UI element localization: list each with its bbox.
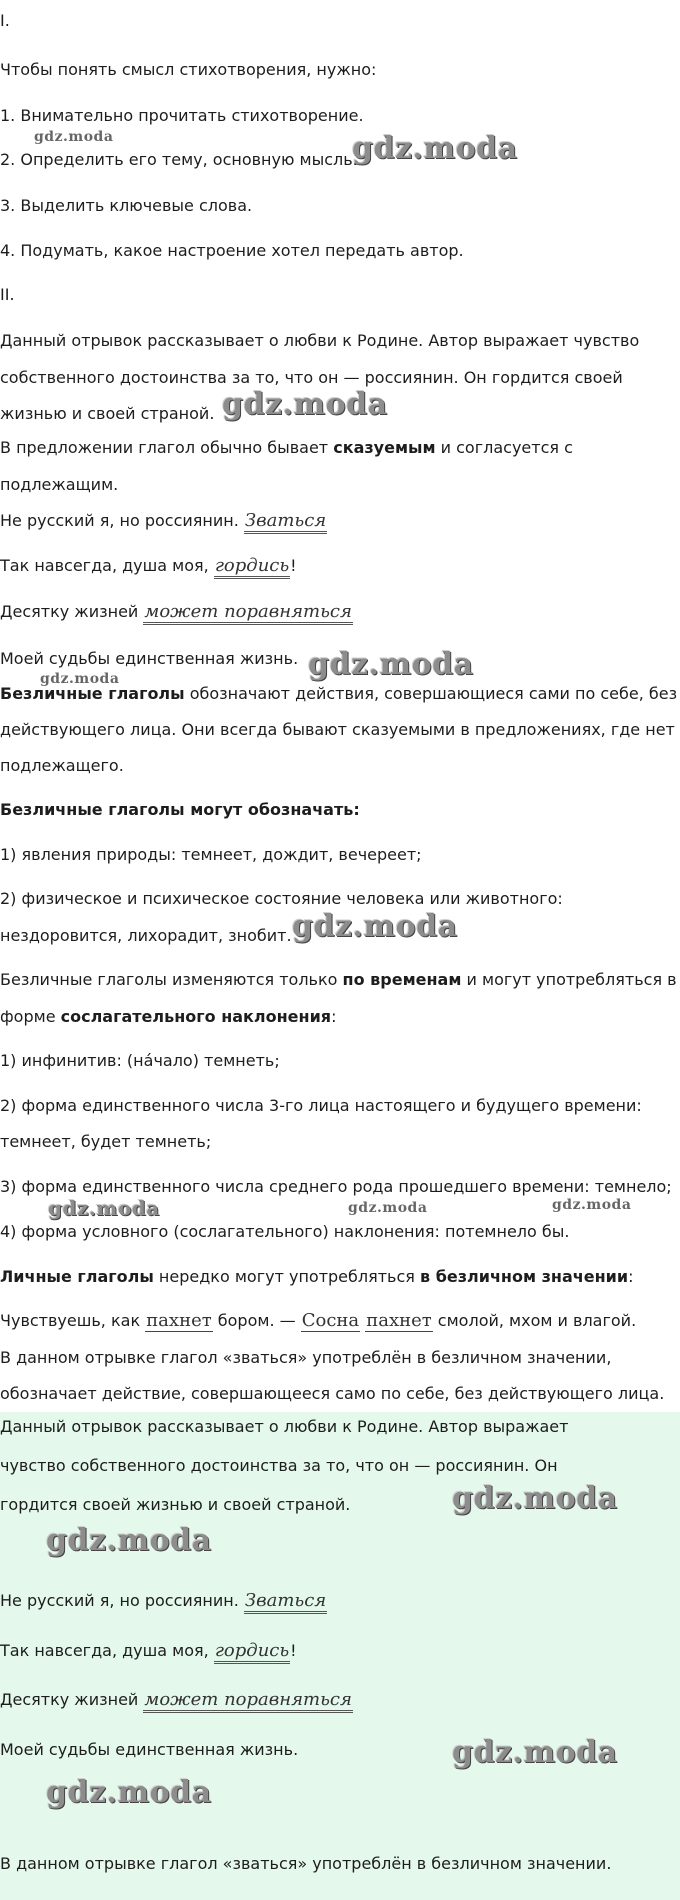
text-line: подлежащего. [0,756,124,775]
list-item: 3. Выделить ключевые слова. [0,196,253,215]
text-line: жизнью и своей страной. [0,404,215,423]
poem-line [0,510,327,532]
list-item: 2) форма единственного числа 3-го лица настоящего и будущего времени: [0,1096,642,1115]
answer-line: Данный отрывок рассказывает о любви к Родине. Автор выражает [0,1417,569,1436]
bold-term: сказуемым [333,438,436,457]
text-segment: Чувствуешь, как [0,1311,146,1330]
text-line [0,437,573,459]
list-item: 3) форма единственного числа среднего рода прошедшего времени: темнело; [0,1177,672,1196]
bold-term: Безличные глаголы [0,684,185,703]
underlined-word: пахнет [146,1310,212,1331]
predicate-word: Зваться [244,510,327,534]
text-line [0,969,677,991]
list-item: 1) явления природы: темнеет, дождит, вечереет; [0,845,422,864]
text-segment: Не русский я, но россиянин. [0,1591,244,1610]
poem-line [0,601,353,623]
predicate-word: может поравняться [143,1689,352,1713]
text-line: собственного достоинства за то, что он — россиянин. Он гордится своей [0,368,623,387]
text-segment: : [331,1007,337,1026]
text-segment: смолой, мхом и влагой. [432,1311,637,1330]
text-segment: Так навсегда, душа моя, [0,556,214,575]
bold-term: Личные глаголы [0,1267,154,1286]
list-item: 1) инфинитив: (на́чало) темнеть; [0,1051,280,1070]
watermark-logo: gdz.moda [352,131,518,166]
text-segment: В предложении глагол обычно бывает [0,438,334,457]
list-item: 4) форма условного (сослагательного) наклонения: потемнело бы. [0,1222,570,1241]
list-item: 2. Определить его тему, основную мысль. [0,150,358,169]
watermark-logo: gdz.moda [34,129,114,145]
answer-line: гордится своей жизнью и своей страной. [0,1495,351,1514]
answer-poem-line [0,1640,297,1662]
poem-line [0,555,297,577]
text-segment: Не русский я, но россиянин. [0,511,244,530]
text-segment: бором. — [212,1311,301,1330]
underlined-word: пахнет [366,1310,432,1331]
watermark-logo: gdz.moda [222,387,388,422]
text-line: обозначает действие, совершающееся само по себе, без действующего лица. [0,1384,665,1403]
watermark-logo: gdz.moda [552,1197,632,1213]
text-segment: обозначают действия, совершающиеся сами по себе, без [184,684,678,703]
subheading: Безличные глаголы могут обозначать: [0,800,360,819]
text-segment: Десятку жизней [0,1690,144,1709]
text-segment: нередко могут употребляться [153,1267,420,1286]
text-segment: Так навсегда, душа моя, [0,1641,214,1660]
text-line [0,1266,633,1288]
text-segment: и могут употребляться в [461,970,677,989]
list-item: нездоровится, лихорадит, знобит. [0,926,292,945]
predicate-word: Зваться [244,1590,327,1614]
text-segment: ! [290,556,297,575]
answer-poem-line [0,1689,353,1711]
answer-line: В данном отрывке глагол «зваться» употреблён в безличном значении. [0,1854,612,1873]
bold-term: сослагательного наклонения [60,1007,332,1026]
section-heading-2: II. [0,285,15,304]
list-item: 4. Подумать, какое настроение хотел передать автор. [0,241,464,260]
answer-poem-line: Моей судьбы единственная жизнь. [0,1740,299,1759]
bold-term: в безличном значении [420,1267,629,1286]
text-line: действующего лица. Они всегда бывают сказуемыми в предложениях, где нет [0,720,675,739]
text-line: В данном отрывке глагол «зваться» употреблён в безличном значении, [0,1348,612,1367]
text-segment: Безличные глаголы изменяются только [0,970,343,989]
answer-line: чувство собственного достоинства за то, что он — россиянин. Он [0,1456,558,1475]
text-segment: форме [0,1007,61,1026]
answer-poem-line [0,1590,327,1612]
poem-line: Моей судьбы единственная жизнь. [0,649,299,668]
watermark-logo: gdz.moda [46,1523,212,1558]
text-line: подлежащим. [0,475,119,494]
predicate-word: может поравняться [143,601,352,625]
predicate-word: гордись [214,1640,290,1664]
list-item: 1. Внимательно прочитать стихотворение. [0,106,364,125]
bold-term: по временам [342,970,462,989]
watermark-logo: gdz.moda [292,909,458,944]
watermark-logo: gdz.moda [48,1196,160,1220]
text-line [0,1006,336,1028]
text-line: Данный отрывок рассказывает о любви к Родине. Автор выражает чувство [0,331,640,350]
list-item: 2) физическое и психическое состояние человека или животного: [0,889,563,908]
list-item: темнеет, будет темнеть; [0,1132,212,1151]
watermark-logo: gdz.moda [40,671,120,687]
text-segment: и согласуется с [435,438,573,457]
predicate-word: гордись [214,555,290,579]
watermark-logo: gdz.moda [348,1200,428,1216]
watermark-logo: gdz.moda [452,1481,618,1516]
section-heading-1: I. [0,11,10,30]
text-segment: ! [290,1641,297,1660]
watermark-logo: gdz.moda [308,647,474,682]
example-line [0,1310,636,1332]
watermark-logo: gdz.moda [452,1735,618,1770]
text-line: Чтобы понять смысл стихотворения, нужно: [0,60,377,79]
watermark-logo: gdz.moda [46,1775,212,1810]
text-segment: : [628,1267,634,1286]
text-segment: Десятку жизней [0,602,144,621]
underlined-word: Сосна [301,1310,360,1331]
